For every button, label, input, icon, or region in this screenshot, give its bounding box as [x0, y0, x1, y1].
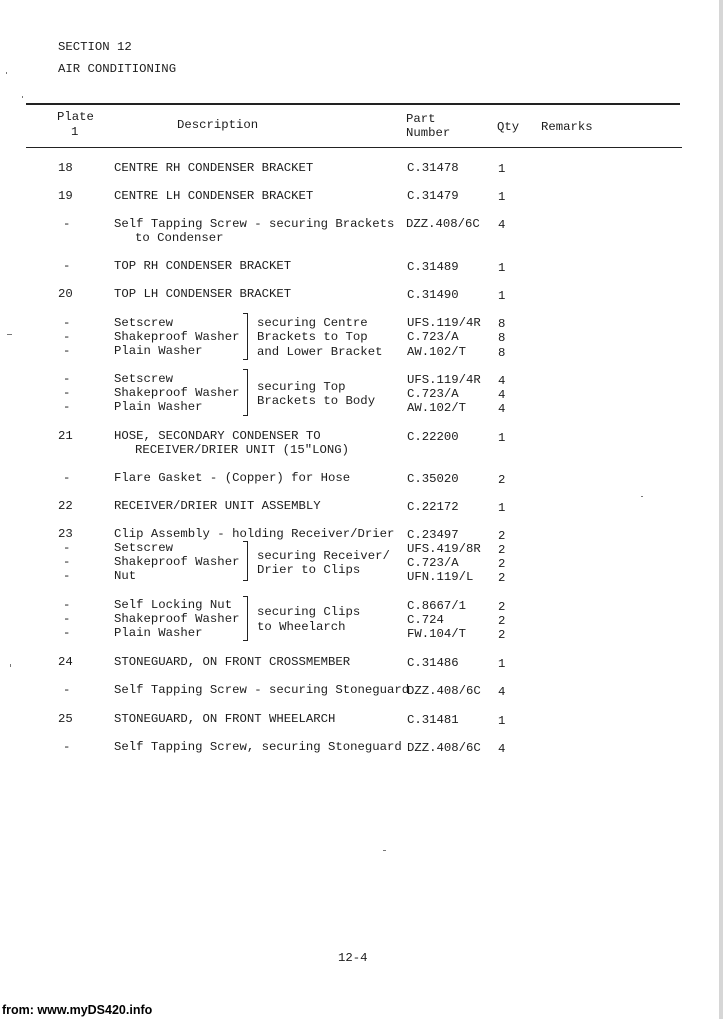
row-description: Self Tapping Screw - securing Stoneguard	[114, 683, 410, 697]
row-qty: 2	[498, 529, 506, 543]
row-part-number: C.723/A	[407, 556, 459, 570]
header-bottom-rule	[26, 147, 682, 148]
row-plate: -	[63, 740, 71, 754]
row-part-number: UFS.119/4R	[407, 373, 481, 387]
row-qty: 2	[498, 628, 506, 642]
row-part-number: FW.104/T	[407, 627, 467, 641]
row-description: Setscrew	[114, 541, 174, 555]
row-qty: 4	[498, 402, 506, 416]
scan-speck	[10, 664, 11, 667]
row-plate: 22	[58, 499, 73, 513]
row-description: Shakeproof Washer	[114, 330, 240, 344]
page-number: 12-4	[338, 951, 368, 965]
group-bracket	[243, 596, 248, 641]
row-qty: 4	[498, 218, 506, 232]
row-description: TOP RH CONDENSER BRACKET	[114, 259, 292, 273]
row-part-number: DZZ.408/6C	[407, 741, 481, 755]
row-qty: 8	[498, 317, 506, 331]
section-title: AIR CONDITIONING	[58, 62, 177, 76]
scan-speck	[641, 496, 643, 497]
row-description: HOSE, SECONDARY CONDENSER TO	[114, 429, 321, 443]
row-plate: -	[63, 626, 71, 640]
row-part-number: AW.102/T	[407, 345, 467, 359]
row-plate: 19	[58, 189, 73, 203]
row-qty: 2	[498, 557, 506, 571]
group-note: securing Clips	[257, 605, 361, 619]
row-plate: 24	[58, 655, 73, 669]
row-plate: 23	[58, 527, 73, 541]
row-description: Plain Washer	[114, 400, 203, 414]
row-qty: 8	[498, 331, 506, 345]
group-bracket	[243, 313, 248, 360]
row-plate: -	[63, 471, 71, 485]
row-description: Setscrew	[114, 316, 174, 330]
row-qty: 2	[498, 571, 506, 585]
row-description-continued: to Condenser	[135, 231, 224, 245]
row-part-number: C.35020	[407, 472, 459, 486]
col-description-header: Description	[177, 118, 259, 132]
row-plate: 21	[58, 429, 73, 443]
row-part-number: C.31486	[407, 656, 459, 670]
row-description: Shakeproof Washer	[114, 555, 240, 569]
row-qty: 1	[498, 501, 506, 515]
scan-edge	[719, 0, 723, 1019]
row-description: Self Locking Nut	[114, 598, 233, 612]
row-qty: 2	[498, 614, 506, 628]
row-plate: -	[63, 683, 71, 697]
row-description: Plain Washer	[114, 626, 203, 640]
col-plate-header: Plate	[57, 110, 94, 124]
row-qty: 1	[498, 289, 506, 303]
row-description: Self Tapping Screw, securing Stoneguard	[114, 740, 402, 754]
row-plate: -	[63, 386, 71, 400]
row-qty: 1	[498, 431, 506, 445]
row-description-continued: RECEIVER/DRIER UNIT (15"LONG)	[135, 443, 350, 457]
scan-speck	[383, 850, 386, 851]
row-part-number: C.31478	[407, 161, 459, 175]
row-plate: -	[63, 569, 71, 583]
section-number: SECTION 12	[58, 40, 132, 54]
row-description: Flare Gasket - (Copper) for Hose	[114, 471, 351, 485]
row-plate: -	[63, 330, 71, 344]
row-plate: 25	[58, 712, 73, 726]
row-plate: -	[63, 344, 71, 358]
row-part-number: C.8667/1	[407, 599, 467, 613]
group-bracket	[243, 369, 248, 416]
row-qty: 4	[498, 685, 506, 699]
row-part-number: UFS.419/8R	[407, 542, 481, 556]
row-part-number: DZZ.408/6C	[406, 217, 480, 231]
row-description: STONEGUARD, ON FRONT CROSSMEMBER	[114, 655, 351, 669]
group-bracket	[243, 541, 248, 581]
row-description: Setscrew	[114, 372, 174, 386]
row-part-number: C.724	[407, 613, 444, 627]
row-qty: 1	[498, 261, 506, 275]
row-qty: 1	[498, 657, 506, 671]
group-note: securing Centre	[257, 316, 368, 330]
row-part-number: C.31490	[407, 288, 459, 302]
row-qty: 8	[498, 346, 506, 360]
scan-speck	[6, 72, 7, 74]
row-description: TOP LH CONDENSER BRACKET	[114, 287, 292, 301]
group-note: and Lower Bracket	[257, 345, 383, 359]
row-plate: -	[63, 259, 71, 273]
row-plate: -	[63, 598, 71, 612]
scan-speck	[22, 96, 23, 98]
row-part-number: AW.102/T	[407, 401, 467, 415]
row-plate: -	[63, 372, 71, 386]
row-plate: -	[63, 400, 71, 414]
group-note: to Wheelarch	[257, 620, 346, 634]
row-qty: 2	[498, 600, 506, 614]
row-description: Self Tapping Screw - securing Brackets	[114, 217, 395, 231]
row-description: RECEIVER/DRIER UNIT ASSEMBLY	[114, 499, 321, 513]
row-description: Clip Assembly - holding Receiver/Drier	[114, 527, 395, 541]
row-description: Shakeproof Washer	[114, 612, 240, 626]
col-part-header: Part	[406, 112, 436, 126]
group-note: Brackets to Body	[257, 394, 376, 408]
group-note: securing Receiver/	[257, 549, 390, 563]
row-qty: 4	[498, 388, 506, 402]
row-part-number: C.723/A	[407, 330, 459, 344]
row-part-number: UFS.119/4R	[407, 316, 481, 330]
group-note: Brackets to Top	[257, 330, 368, 344]
row-part-number: C.31479	[407, 189, 459, 203]
row-plate: -	[63, 541, 71, 555]
row-part-number: C.31481	[407, 713, 459, 727]
row-part-number: C.23497	[407, 528, 459, 542]
row-part-number: C.723/A	[407, 387, 459, 401]
col-remarks-header: Remarks	[541, 120, 593, 134]
row-qty: 1	[498, 714, 506, 728]
col-part-number-header: Number	[406, 126, 451, 140]
row-plate: -	[63, 316, 71, 330]
row-plate: -	[63, 217, 71, 231]
group-note: Drier to Clips	[257, 563, 361, 577]
row-part-number: DZZ.408/6C	[407, 684, 481, 698]
row-description: Shakeproof Washer	[114, 386, 240, 400]
row-qty: 1	[498, 190, 506, 204]
row-part-number: UFN.119/L	[407, 570, 474, 584]
row-qty: 4	[498, 742, 506, 756]
row-plate: 18	[58, 161, 73, 175]
scan-speck	[7, 334, 12, 335]
row-description: Nut	[114, 569, 137, 583]
row-plate: 20	[58, 287, 73, 301]
row-description: CENTRE LH CONDENSER BRACKET	[114, 189, 314, 203]
source-footer: from: www.myDS420.info	[2, 1003, 153, 1017]
col-plate-number: 1	[71, 125, 79, 139]
row-description: STONEGUARD, ON FRONT WHEELARCH	[114, 712, 336, 726]
row-qty: 1	[498, 162, 506, 176]
col-qty-header: Qty	[497, 120, 520, 134]
row-qty: 2	[498, 543, 506, 557]
row-part-number: C.22200	[407, 430, 459, 444]
group-note: securing Top	[257, 380, 346, 394]
row-qty: 4	[498, 374, 506, 388]
table-top-rule	[26, 103, 680, 105]
row-description: CENTRE RH CONDENSER BRACKET	[114, 161, 314, 175]
row-part-number: C.31489	[407, 260, 459, 274]
row-plate: -	[63, 555, 71, 569]
row-qty: 2	[498, 473, 506, 487]
row-part-number: C.22172	[407, 500, 459, 514]
row-plate: -	[63, 612, 71, 626]
row-description: Plain Washer	[114, 344, 203, 358]
